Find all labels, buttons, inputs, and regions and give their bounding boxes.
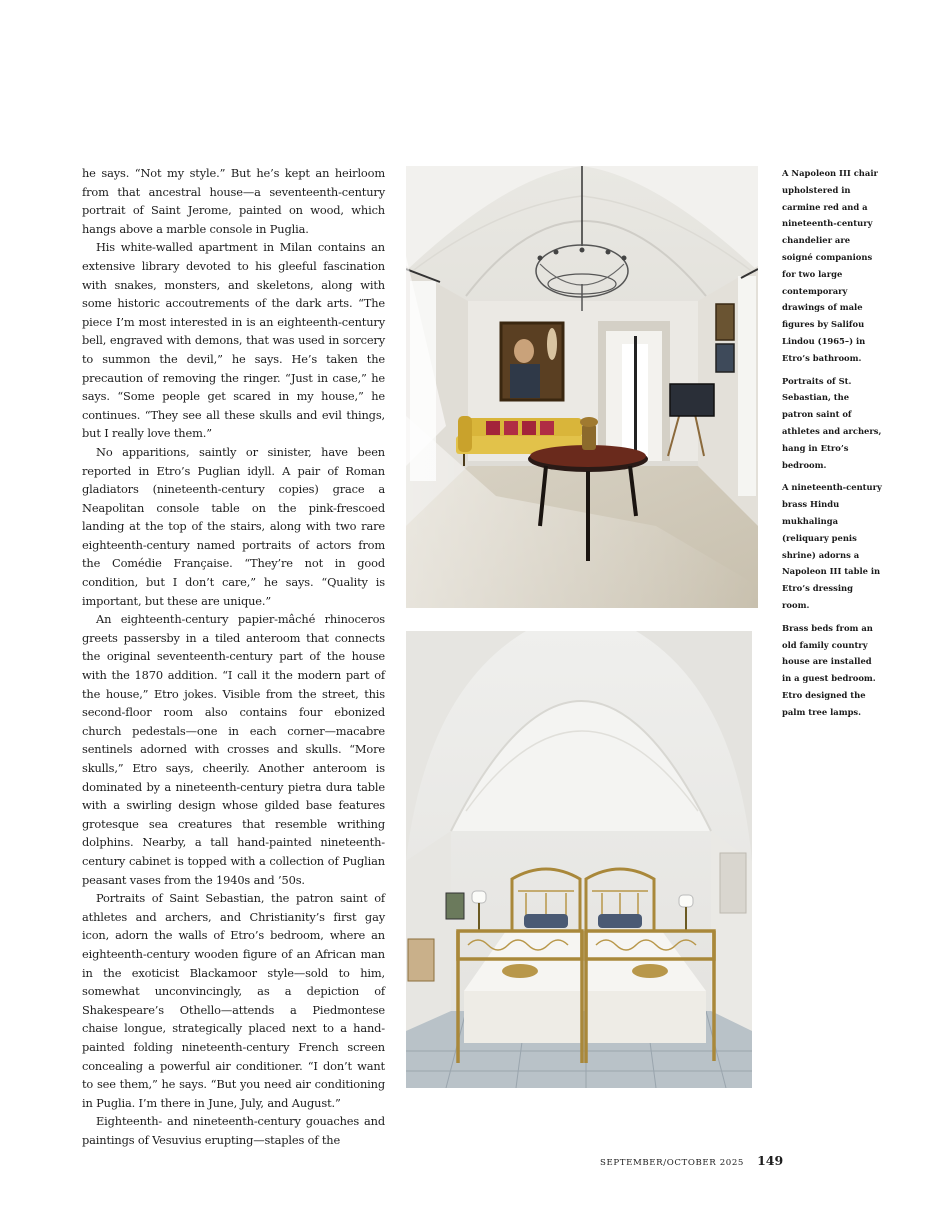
article-paragraph: No apparitions, saintly or sinister, have been reported in Etro’s Puglian idyll. A pair of Roman gladiators (nineteenth-century copies) grace a Neapolitan console table on the pink-frescoed landing at the top of the stairs, along with two rare eighteenth-century named portraits of actors from the Comédie Française. “They’re not in good condition, but I don’t care,” he says. “Quality is important, but these are unique.” bbox=[82, 444, 385, 608]
photo-guest-bedroom bbox=[406, 631, 752, 1088]
page-number: 149 bbox=[757, 1153, 784, 1168]
article-paragraph: Portraits of Saint Sebastian, the patron saint of athletes and archers, and Christianity’s first gay icon, adorn the walls of Etro’s bedroom, where an eighteenth-century wooden figure of an African man in the exoticist Blackamoor style—sold to him, somewhat unconvincingly, as a depiction of Shakespeare’s Othello—attends a Piedmontese chaise longue, strategically placed next to a hand-painted folding nineteenth-century French screen concealing a powerful air conditioner. “I don’t want to see them,” he says. “But you need air conditioning in Puglia. I’m there in June, July, and August.” bbox=[82, 891, 385, 1110]
salon-illustration bbox=[406, 166, 758, 608]
article-paragraph: Eighteenth- and nineteenth-century gouaches and paintings of Vesuvius erupting—staples of the bbox=[82, 1114, 385, 1147]
caption: Portraits of St. Sebastian, the patron saint of athletes and archers, hang in Etro’s bedroom. bbox=[782, 375, 882, 470]
issue-date: SEPTEMBER/OCTOBER 2025 bbox=[600, 1158, 744, 1168]
article-body bbox=[82, 164, 385, 1149]
article-paragraph: An eighteenth-century papier-mâché rhinoceros greets passersby in a tiled anteroom that connects the original seventeenth-century part of the house with the 1870 addition. “I call it the modern part of the house,” Etro jokes. Visible from the street, this second-floor room also contains four ebonized church pedestals—one in each corner—macabre sentinels adorned with crosses and skulls. “More skulls,” Etro says, cheerily. Another anteroom is dominated by a nineteenth-century pietra dura table with a swirling design whose gilded base features grotesque sea creatures that resemble writhing dolphins. Nearby, a tall hand-painted nineteenth-century cabinet is topped with a collection of Puglian peasant vases from the 1940s and ’50s. bbox=[82, 612, 385, 887]
caption: A Napoleon III chair upholstered in carmine red and a nineteenth-century chandelier are soigné companions for two large contemporary drawings of male figures by Salifou Lindou (1965–) in Etro’s bathroom. bbox=[782, 168, 878, 363]
caption: A nineteenth-century brass Hindu mukhalinga (reliquary penis shrine) adorns a Napoleon III table in Etro’s dressing room. bbox=[782, 482, 882, 610]
article-paragraph: he says. “Not my style.” But he’s kept an heirloom from that ancestral house—a seventeenth-century portrait of Saint Jerome, painted on wood, which hangs above a marble console in Puglia. bbox=[82, 166, 385, 236]
caption: Brass beds from an old family country house are installed in a guest bedroom. Etro designed the palm tree lamps. bbox=[782, 622, 876, 717]
photo-salon bbox=[406, 166, 758, 608]
bedroom-illustration bbox=[406, 631, 752, 1088]
article-paragraph: His white-walled apartment in Milan contains an extensive library devoted to his gleeful fascination with snakes, monsters, and skeletons, along with some historic accoutrements of the dark arts. “The piece I’m most interested in is an eighteenth-century bell, engraved with demons, that was used in sorcery to summon the devil,” he says. He’s taken the precaution of removing the ringer. “Just in case,” he says. “Some people get scared in my house,” he continues. “They see all these skulls and evil things, but I really love them.” bbox=[82, 240, 385, 441]
page-footer bbox=[600, 1150, 783, 1169]
photo-captions bbox=[782, 165, 882, 727]
